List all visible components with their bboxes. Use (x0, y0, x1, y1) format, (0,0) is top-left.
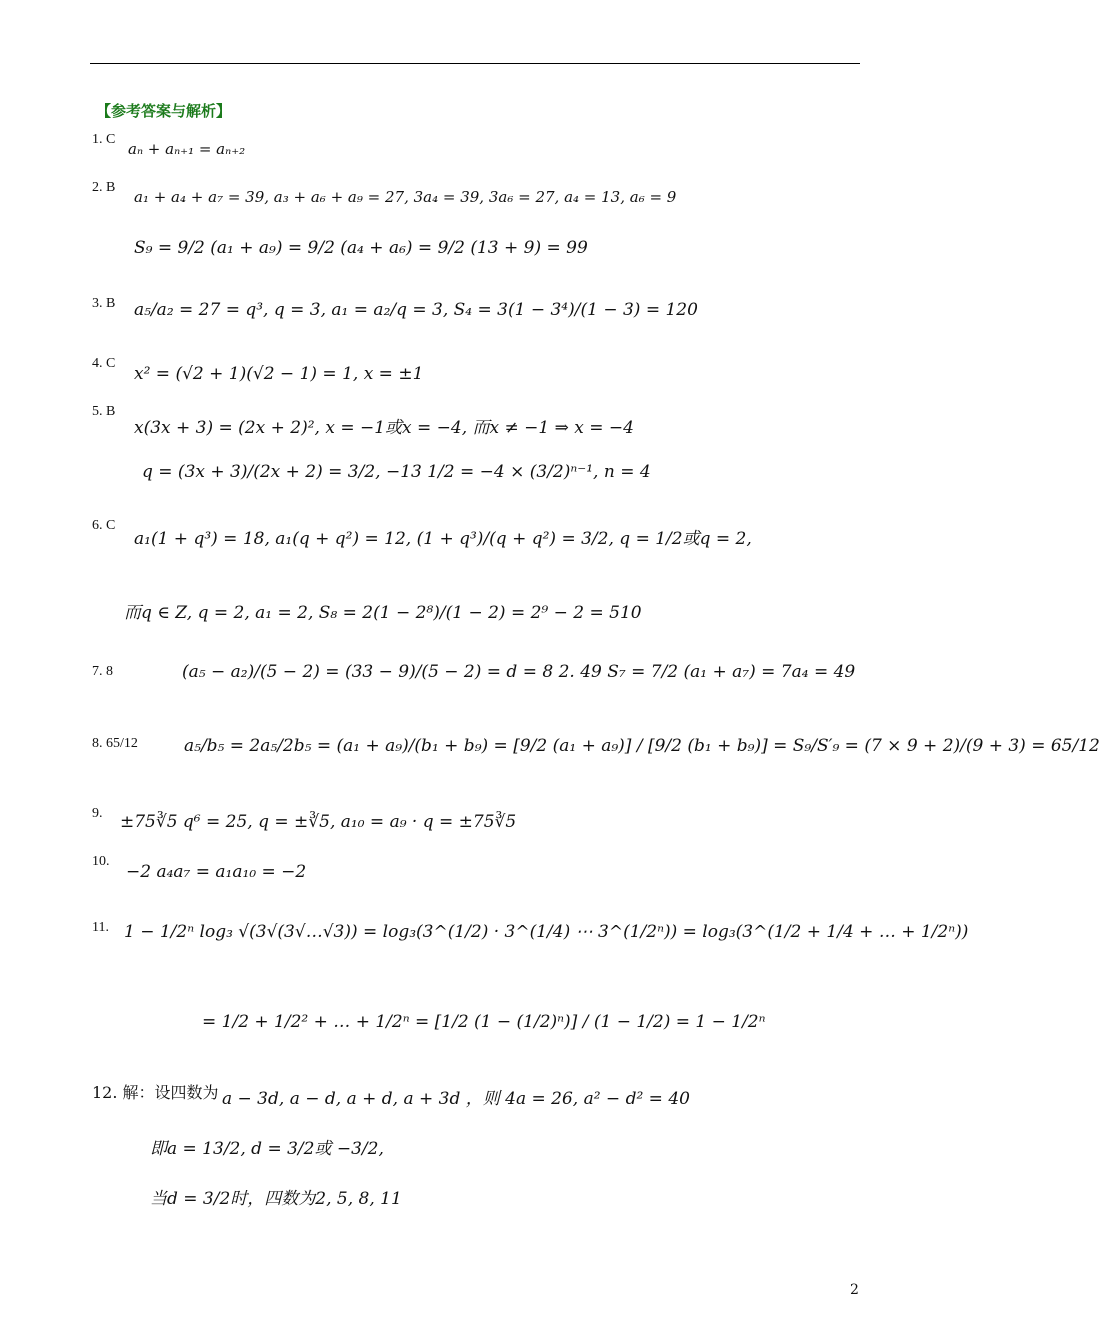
solution-line: a₁(1 + q³) = 18, a₁(q + q²) = 12, (1 + q³)/(q + q²) = 3/2, q = 1/2或q = 2, (134, 529, 752, 549)
solution-line: (a₅ − a₂)/(5 − 2) = (33 − 9)/(5 − 2) = d = 8 2. 49 S₇ = 7/2 (a₁ + a₇) = 7a₄ = 49 (182, 662, 856, 682)
solution-line: S₉ = 9/2 (a₁ + a₉) = 9/2 (a₄ + a₆) = 9/2 (13 + 9) = 99 (134, 238, 588, 258)
solution-line: a − 3d, a − d, a + d, a + 3d ，则 4a = 26, a² − d² = 40 (222, 1089, 690, 1109)
answer-number: 10. (92, 854, 110, 869)
solution-line: ±75∛5 q⁶ = 25, q = ±∛5, a₁₀ = a₉ · q = ±75∛5 (120, 812, 517, 832)
section-heading: 【参考答案与解析】 (96, 102, 232, 120)
solution-line: a₅/b₅ = 2a₅/2b₅ = (a₁ + a₉)/(b₁ + b₉) = [9/2 (a₁ + a₉)] / [9/2 (b₁ + b₉)] = S₉/S′₉ = (7 × 9 + 2)/(9 + 3) = 65/12 (184, 736, 1100, 756)
answer-number: 2. B (92, 180, 116, 195)
solution-line: aₙ + aₙ₊₁ = aₙ₊₂ (128, 140, 246, 158)
answer-number: 11. (92, 920, 109, 935)
solution-line: a₁ + a₄ + a₇ = 39, a₃ + a₆ + a₉ = 27, 3a₄ = 39, 3a₆ = 27, a₄ = 13, a₆ = 9 (134, 188, 677, 206)
answer-number: 6. C (92, 518, 116, 533)
solution-line: = 1/2 + 1/2² + … + 1/2ⁿ = [1/2 (1 − (1/2)ⁿ)] / (1 − 1/2) = 1 − 1/2ⁿ (202, 1012, 766, 1032)
answer-number: 1. C (92, 132, 116, 147)
solution-line: a₅/a₂ = 27 = q³, q = 3, a₁ = a₂/q = 3, S₄ = 3(1 − 3⁴)/(1 − 3) = 120 (134, 300, 698, 320)
answer-number: 7. 8 (92, 664, 113, 679)
header-rule (90, 63, 860, 64)
answer-number: 12. 解：设四数为 (92, 1083, 219, 1102)
answer-number: 5. B (92, 404, 116, 419)
solution-line: 而q ∈ Z, q = 2, a₁ = 2, S₈ = 2(1 − 2⁸)/(1 − 2) = 2⁹ − 2 = 510 (124, 603, 642, 623)
answer-number: 8. 65/12 (92, 736, 138, 751)
answer-number: 9. (92, 806, 103, 821)
solution-line: 当d = 3/2时，四数为2, 5, 8, 11 (150, 1189, 402, 1209)
answer-number: 3. B (92, 296, 116, 311)
solution-line: 1 − 1/2ⁿ log₃ √(3√(3√…√3)) = log₃(3^(1/2) · 3^(1/4) ⋯ 3^(1/2ⁿ)) = log₃(3^(1/2 + 1/4 + … + 1/2ⁿ)) (124, 922, 969, 942)
solution-line: 即a = 13/2, d = 3/2或 −3/2, (150, 1139, 384, 1159)
solution-line: q = (3x + 3)/(2x + 2) = 3/2, −13 1/2 = −4 × (3/2)ⁿ⁻¹, n = 4 (142, 462, 651, 482)
answer-number: 4. C (92, 356, 116, 371)
solution-line: x² = (√2 + 1)(√2 − 1) = 1, x = ±1 (134, 364, 424, 384)
solution-line: x(3x + 3) = (2x + 2)², x = −1或x = −4, 而x ≠ −1 ⇒ x = −4 (134, 418, 634, 438)
page-number: 2 (850, 1282, 859, 1298)
solution-line: −2 a₄a₇ = a₁a₁₀ = −2 (126, 862, 307, 882)
